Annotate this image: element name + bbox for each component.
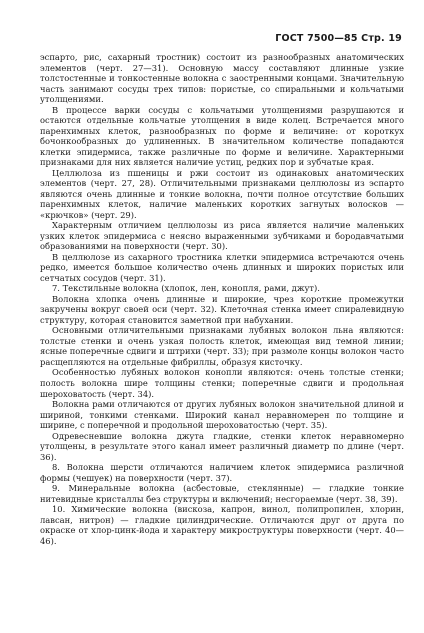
body-text <box>40 52 404 546</box>
paragraph: 7. Текстильные волокна (хлопок, лен, конопля, рами, джут). <box>52 283 320 294</box>
paragraph: В целлюлозе из сахарного тростника клетки эпидермиса встречаются очень редко, имеется большое количество очень длинных и широких пористых или сетчатых сосудов (черт. 31). <box>40 251 404 283</box>
paragraph: Волокна рами отличаются от других лубяных волокон значительной длиной и шириной, тонкими стенками. Широкий канал неравномерен по толщине и ширине, с поперечной и продольной шероховатостью (черт. 35). <box>40 399 404 431</box>
paragraph: 9. Минеральные волокна (асбестовые, стеклянные) — гладкие тонкие нитевидные кристаллы без структуры и включений; несгораемые (черт. 38, 39). <box>40 483 404 504</box>
paragraph: Характерным отличием целлюлозы из риса является наличие маленьких узких клеток эпидермиса с неясно выраженными зубчиками и бородавчатыми образованиями на поверхности (черт. 30). <box>40 220 404 252</box>
paragraph: Одревесневшие волокна джута гладкие, стенки клеток неравномерно утолщены, в результате этого канал имеет различный диаметр по длине (черт. 36). <box>40 430 404 462</box>
paragraph: Целлюлоза из пшеницы и ржи состоит из одинаковых анатомических элементов (черт. 27, 28). Отличительными признаками целлюлозы из эспарто являются очень длинные и тонкие волокна, почти полное отсутствие больших паренхимных клеток, наличие маленьких коротких загнутых волосков — «крючков» (черт. 29). <box>40 167 404 220</box>
paragraph: 10. Химические волокна (вискоза, капрон, винол, полипропилен, хлорин, лавсан, нитрон) — гладкие цилиндрические. Отличаются друг от друга по окраске от хлор-цинк-йода и характеру микроструктуры поверхности (черт. 40—46). <box>40 504 404 546</box>
paragraph: В процессе варки сосуды с кольчатыми утолщениями разрушаются и остаются отдельные кольчатые утолщения в виде колец. Встречается много паренхимных клеток, разнообразных по форме и величине: от короткух бочонкообразных до удлиненных. В значительном количестве попадаются клетки эпидермиса, также различные по форме и величине. Характерными признаками для них является наличие устиц, редких пор и зубчатые края. <box>40 104 404 168</box>
paragraph: Волокна хлопка очень длинные и широкие, чрез короткие промежутки закручены вокруг своей оси (черт. 32). Клеточная стенка имеет спиралевидную структуру, которая становится заметной при набухании. <box>40 293 404 325</box>
paragraph: Основными отличительными признаками лубяных волокон льна являются: толстые стенки и очень узкая полость клеток, имеющая вид темной линии; ясные поперечные сдвиги и штрихи (черт. 33); при размоле концы волокон часто расщепляются на отдельные фибриллы, образуя кисточку. <box>40 325 404 367</box>
paragraph: эспарто, рис, сахарный тростник) состоит из разнообразных анатомических элементов (черт. 27—31). Основную массу составляют длинные узкие толстостенные и тонкостенные волокна с заостренными концами. Значительную часть занимают сосуды трех типов: пористые, со спиральными и кольчатыми утолщениями. <box>40 52 404 105</box>
paragraph: Особенностью лубяных волокон конопли являются: очень толстые стенки; полость волокна шире толщины стенки; поперечные сдвиги и продольная шероховатость (черт. 34). <box>40 367 404 399</box>
page-header: ГОСТ 7500—85 Стр. 19 <box>275 33 402 44</box>
paragraph: 8. Волокна шерсти отличаются наличием клеток эпидермиса различной формы (чешуек) на поверхности (черт. 37). <box>40 462 404 483</box>
